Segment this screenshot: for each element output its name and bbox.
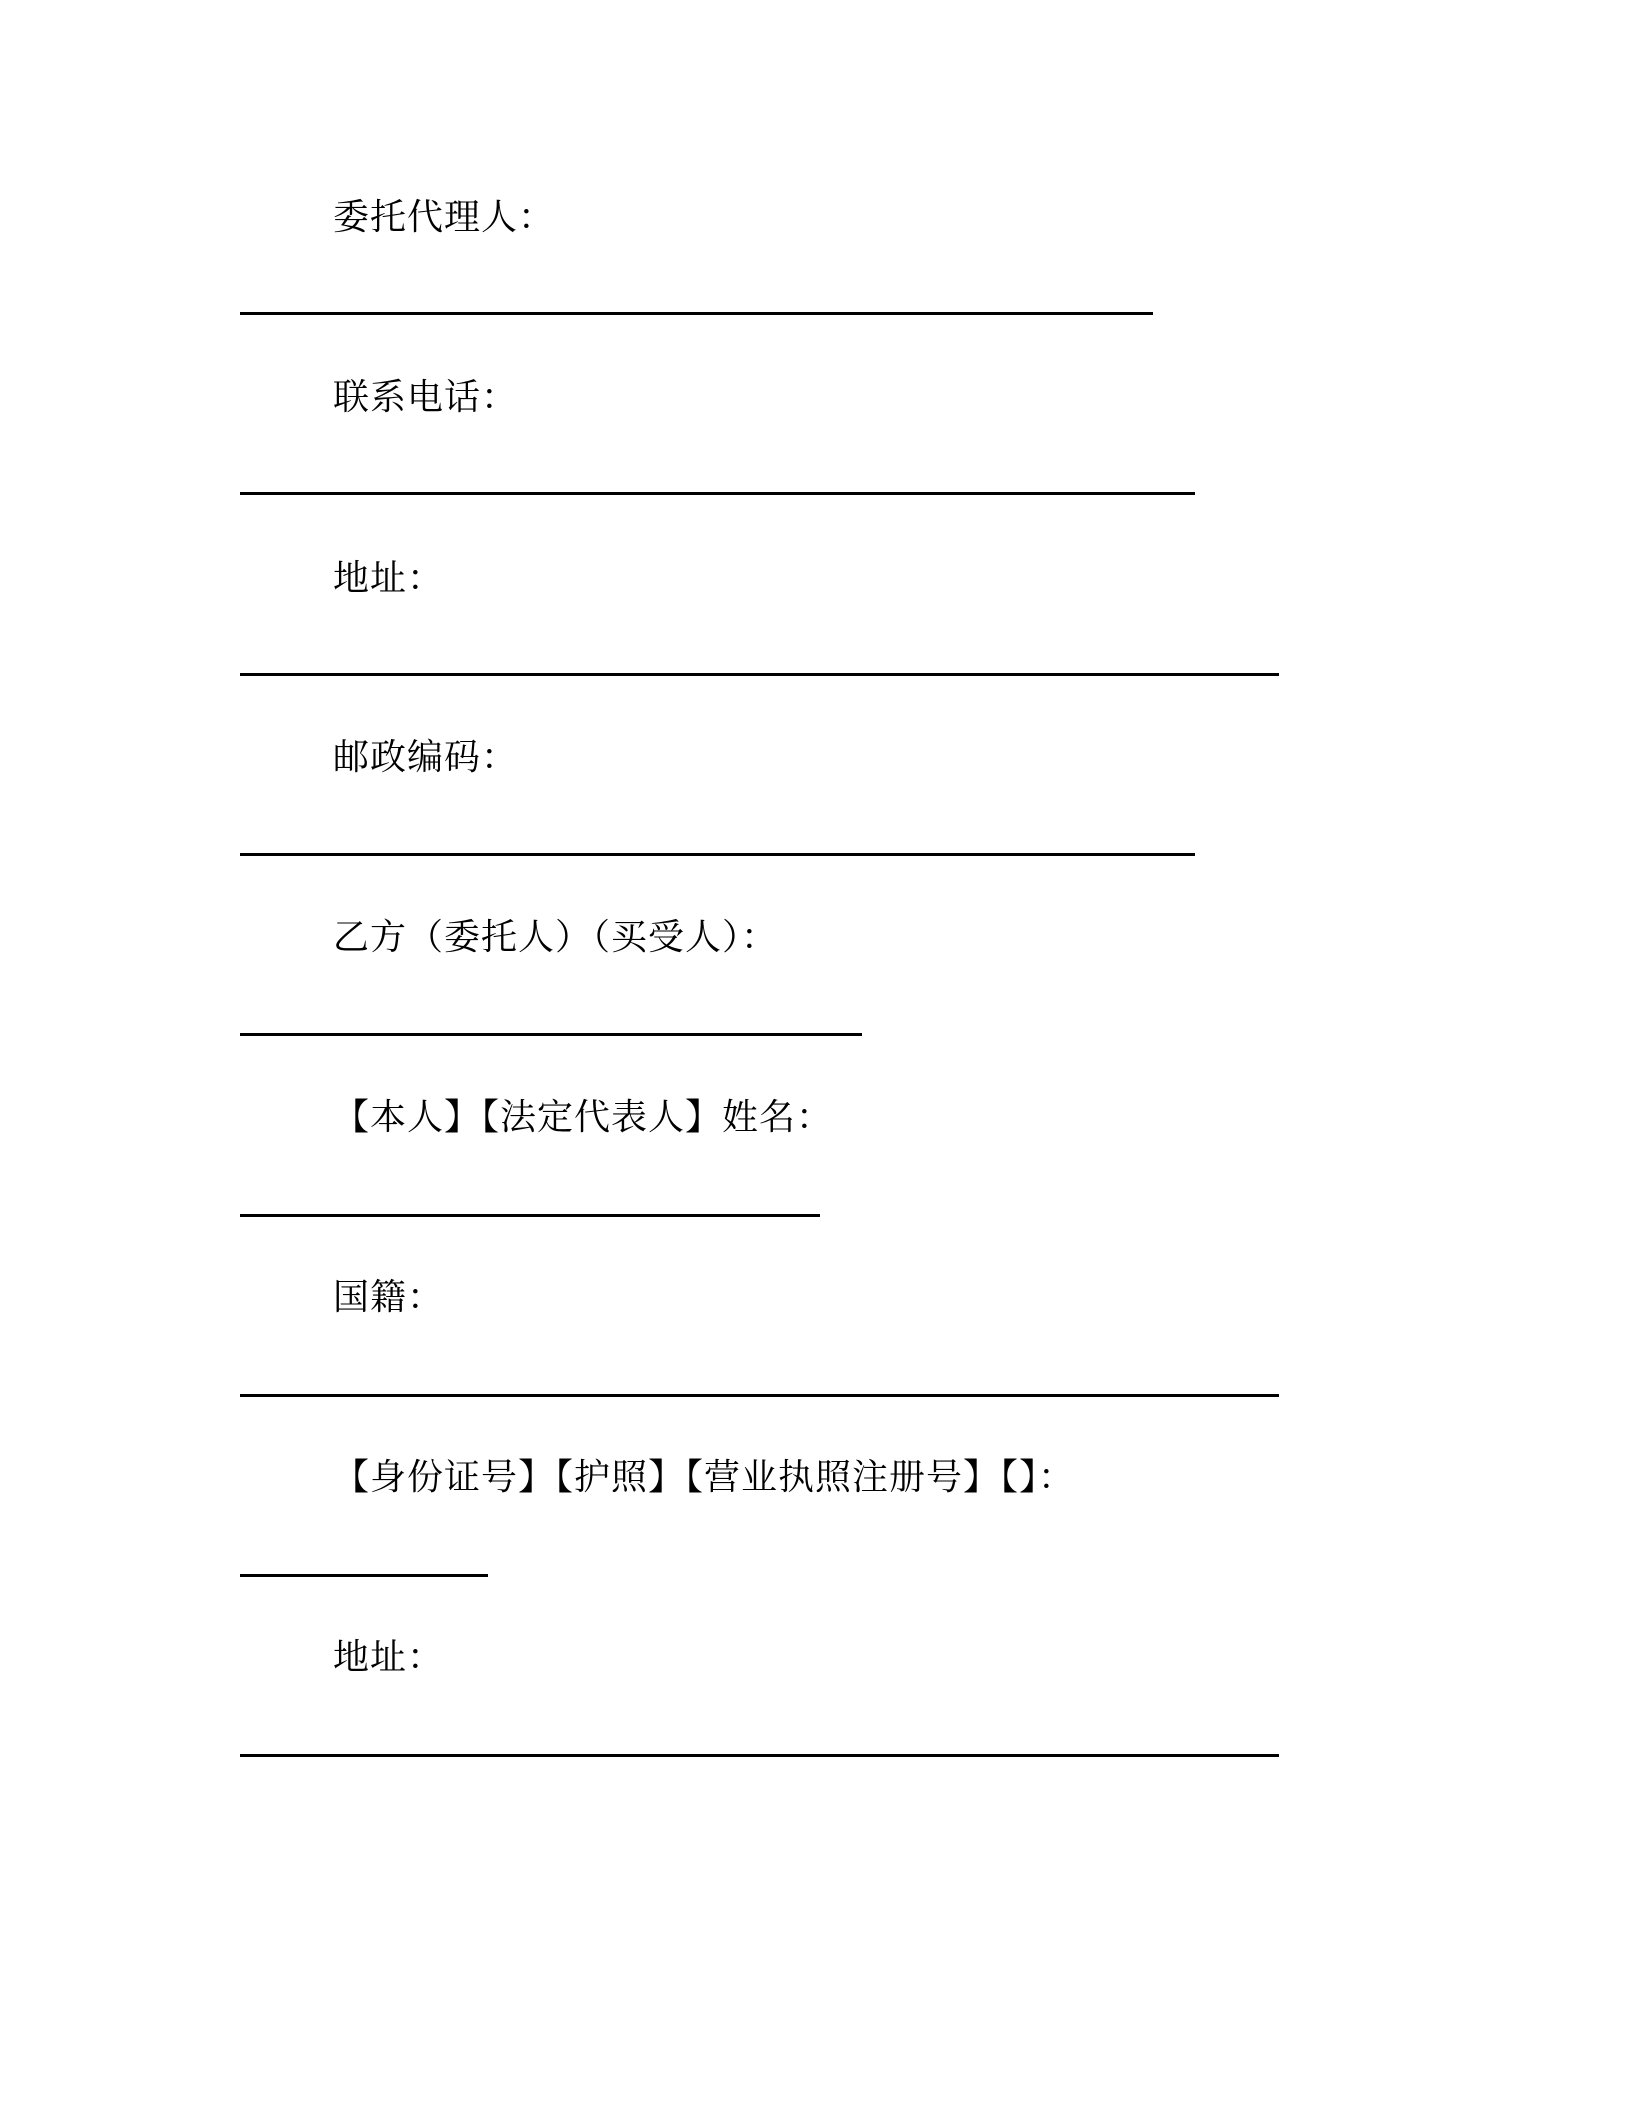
nationality-label: 国籍： [333, 1277, 445, 1318]
agent-label: 委托代理人： [333, 197, 556, 238]
id-blank-line[interactable] [240, 1574, 488, 1577]
phone-blank-line[interactable] [240, 492, 1195, 495]
party-b-blank-line[interactable] [240, 1033, 862, 1036]
name-label: 【本人】【法定代表人】姓名： [333, 1097, 834, 1138]
postal-code-label: 邮政编码： [333, 737, 519, 778]
address-label-1: 地址： [333, 558, 445, 599]
name-blank-line[interactable] [240, 1214, 820, 1217]
nationality-blank-line[interactable] [240, 1394, 1279, 1397]
address-blank-line-1[interactable] [240, 673, 1279, 676]
phone-label: 联系电话： [333, 377, 519, 418]
address-blank-line-2[interactable] [240, 1754, 1279, 1757]
address-label-2: 地址： [333, 1637, 445, 1678]
party-b-label: 乙方（委托人）（买受人）： [333, 917, 779, 958]
agent-blank-line[interactable] [240, 312, 1153, 315]
id-label: 【身份证号】【护照】【营业执照注册号】【】： [333, 1457, 1076, 1498]
postal-code-blank-line[interactable] [240, 853, 1195, 856]
